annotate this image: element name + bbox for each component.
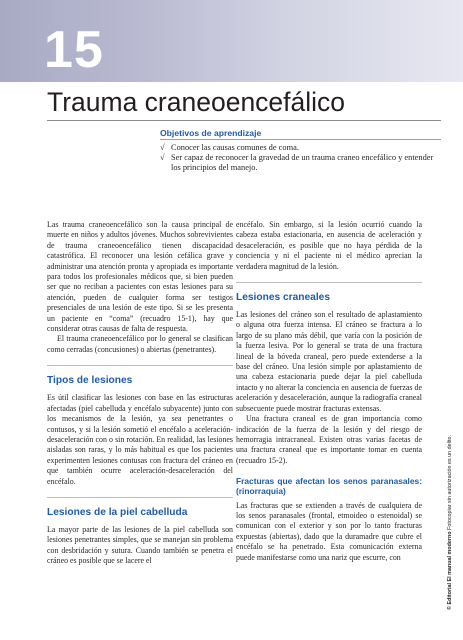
objective-item: [160, 143, 445, 153]
craneales-paragraph: Las lesiones del cráneo son el resultado de aplastamiento o alguna otra fuerza intensa. El cráneo se fractura a lo largo de su plano más débil, que varía con la posición de la fuerza lesiva. Por lo general se trata de una fractura lineal de la bóveda craneal, pero puede extenderse a la base del cráneo. Una lesión simple por aplastamiento de una cabeza estacionaria puede dejar la piel cabelluda intacto y no alterar la conciencia en ausencia de fuerzas de aceleración y desaceleración, aunque la radiografía craneal subsecuente puede mostrar fracturas extensas.: [236, 310, 422, 413]
check-icon: √: [160, 143, 165, 152]
objective-text: Conocer las causas comunes de coma.: [171, 143, 299, 152]
chapter-title: Trauma craneoencefálico: [47, 87, 346, 117]
section-heading-piel: Lesiones de la piel cabelluda: [47, 497, 233, 519]
objectives-list: [160, 143, 445, 174]
chapter-number: 15: [44, 21, 104, 79]
section-heading-craneales: Lesiones craneales: [236, 282, 422, 304]
craneales-paragraph-2: Una fractura craneal es de gran importancia como indicación de la fuerza de la lesión y del riesgo de hemorragia intracraneal. Existen otras varias facetas de una fractura craneal que es importante tomar en cuenta (recuadro 15-2).: [236, 414, 422, 465]
objectives-divider: [160, 139, 441, 140]
intro-paragraph-2: El trauma craneoencefálico por lo general se clasifican como cerradas (concusiones) o abiertas (penetrantes).: [47, 334, 233, 354]
subsection-heading-fracturas: Fracturas que afectan los senos paranasales: (rinorraquia): [236, 476, 422, 497]
tipos-paragraph: Es útil clasificar las lesiones con base en las estructuras afectadas (piel cabelluda y encéfalo subyacente) junto con los mecanismos de la lesión, ya sea penetrantes o contusos, y si la lesión sometió el encéfalo a aceleración-desaceleración con o sin rotación. En realidad, las lesiones aisladas son raras, y lo más habitual es que los pacientes experimenten lesiones contusas con fractura del cráneo en que también ocurre aceleración-desaceleración del encéfalo.: [47, 393, 233, 486]
left-column: [47, 220, 233, 567]
copyright-notice: Fotocopiar sin autorización es un delito.: [447, 434, 453, 532]
title-divider: [47, 120, 441, 121]
section-heading-tipos: Tipos de lesiones: [47, 365, 233, 387]
copyright-side-note: [447, 434, 453, 611]
objective-item: [160, 153, 445, 173]
continued-paragraph: encéfalo. Sin embargo, si la lesión ocurrió cuando la cabeza estaba estacionaria, en ausencia de aceleración y desaceleración, es posible que no haya pérdida de la conciencia y ni el paciente ni el médico aprecian la verdadera magnitud de la lesión.: [236, 220, 422, 271]
fracturas-paragraph: Las fracturas que se extienden a través de cualquiera de los senos paranasales (frontal, etmoideo o estenoidal) se comunican con el exterior y son por lo tanto fracturas expuestas (abiertas), dado que la duramadre que cubre el encéfalo se ha penetrado. Esta comunicación externa puede manifestarse como una nariz que escurre, con: [236, 500, 422, 562]
intro-paragraph: Las trauma craneoencefálico son la causa principal de muerte en niños y adultos jóvenes. Muchos sobrevivientes de trauma craneoencefálico tienen discapacidad catastrófica. El reconocer una lesión cefálica grave y administrar una atención pronta y apropiada es importante para todos los profesionales médicos que, si bien pueden ser que no reciban a pacientes con estas lesiones para su atención, pueden de cualquier forma ser testigos presenciales de una lesión de este tipo. Si se les presenta un paciente en “coma” (recuadro 15-1), hay que considerar otras causas de falta de respuesta.: [47, 220, 233, 334]
right-column: [236, 220, 422, 563]
objectives-heading: Objetivos de aprendizaje: [160, 128, 262, 138]
piel-paragraph: La mayor parte de las lesiones de la piel cabelluda son lesiones penetrantes simples, que se manejan sin problema con desbridación y sutura. Cuando también se penetra el cráneo es posible que se lacere el: [47, 524, 233, 566]
objective-text: Ser capaz de reconocer la gravedad de un trauma craneo encefálico y entender los principios del manejo.: [171, 153, 434, 173]
check-icon: √: [160, 153, 165, 163]
copyright-publisher: © Editorial El manual moderno: [447, 531, 453, 610]
